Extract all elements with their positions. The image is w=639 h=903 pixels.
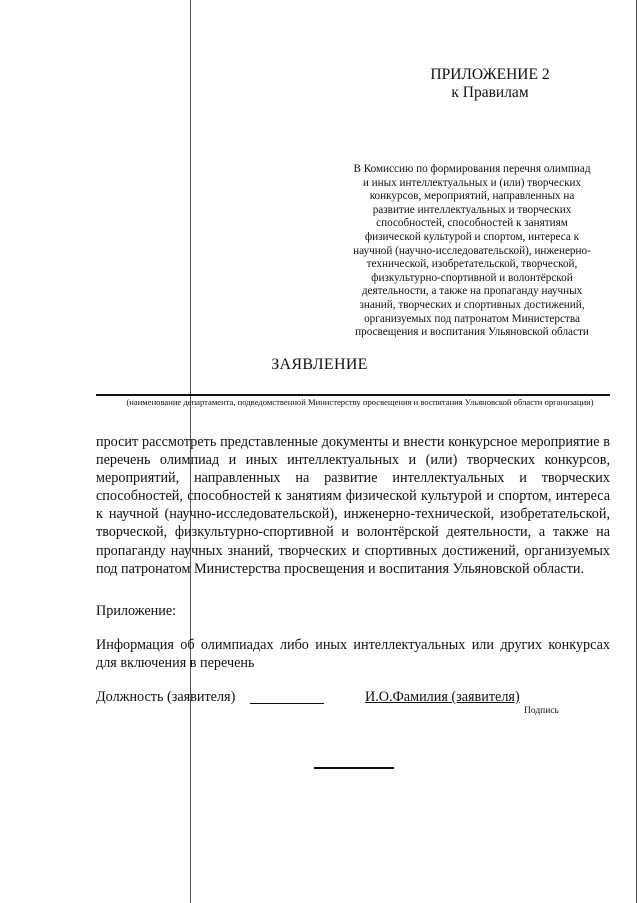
attachment-label: Приложение: xyxy=(96,603,177,619)
signature-blank-line xyxy=(250,703,324,704)
addressee-line: конкурсов, мероприятий, направленных на xyxy=(369,190,575,203)
end-of-document-rule xyxy=(314,767,394,769)
addressee-line: знаний, творческих и спортивных достижений, xyxy=(359,298,585,311)
applicant-position-label: Должность (заявителя) xyxy=(96,689,236,705)
addressee-line: организуемых под патронатом Министерства xyxy=(364,312,580,325)
document-title: ЗАЯВЛЕНИЕ xyxy=(271,356,368,373)
department-name-field-line xyxy=(96,394,610,396)
addressee-line: и иных интеллектуальных и (или) творческих xyxy=(362,176,582,189)
addressee-line: физкультурно-спортивной и волонтёрской xyxy=(371,271,573,284)
addressee-block xyxy=(340,163,604,340)
addressee-line: просвещения и воспитания Ульяновской области xyxy=(355,326,589,339)
attachment-description: Информация об олимпиадах либо иных интеллектуальных или других конкурсах для включения в перечень xyxy=(96,637,610,671)
scan-edge-line xyxy=(636,0,637,903)
application-body-text: просит рассмотреть представленные документы и внести конкурсное мероприятие в перечень олимпиад и иных интеллектуальных и (или) творческих конкурсов, мероприятий, направленных на развитие интеллектуальных и творческих способностей, способностей к занятиям физической культурой и спортом, интереса к научной (научно-исследовательской), инженерно-технической, изобретательской, творческой, физкультурно-спортивной и волонтёрской деятельности, а также на пропаганду научных знаний, творческих и спортивных достижений, организуемых под патронатом Министерства просвещения и воспитания Ульяновской области. xyxy=(96,434,610,577)
signature-caption: Подпись xyxy=(524,706,559,716)
addressee-line: физической культурой и спортом, интереса к xyxy=(364,230,580,243)
addressee-line: развитие интеллектуальных и творческих xyxy=(372,203,572,216)
appendix-header xyxy=(400,66,580,102)
department-field-caption: (наименование департамента, подведомственной Министерству просвещения и воспитания Ульяновской области организации) xyxy=(126,397,594,407)
applicant-name: И.О.Фамилия (заявителя) xyxy=(365,689,520,705)
addressee-line: способностей, способностей к занятиям xyxy=(376,217,568,230)
appendix-subtitle: к Правилам xyxy=(451,84,529,101)
addressee-line: технической, изобретательской, творческой, xyxy=(366,258,578,271)
addressee-line: В Комиссию по формирования перечня олимпиад xyxy=(353,163,591,175)
addressee-line: научной (научно-исследовательской), инженерно- xyxy=(353,244,591,257)
addressee-line: деятельности, а также на пропаганду научных xyxy=(361,285,583,298)
appendix-title: ПРИЛОЖЕНИЕ 2 xyxy=(430,66,550,83)
